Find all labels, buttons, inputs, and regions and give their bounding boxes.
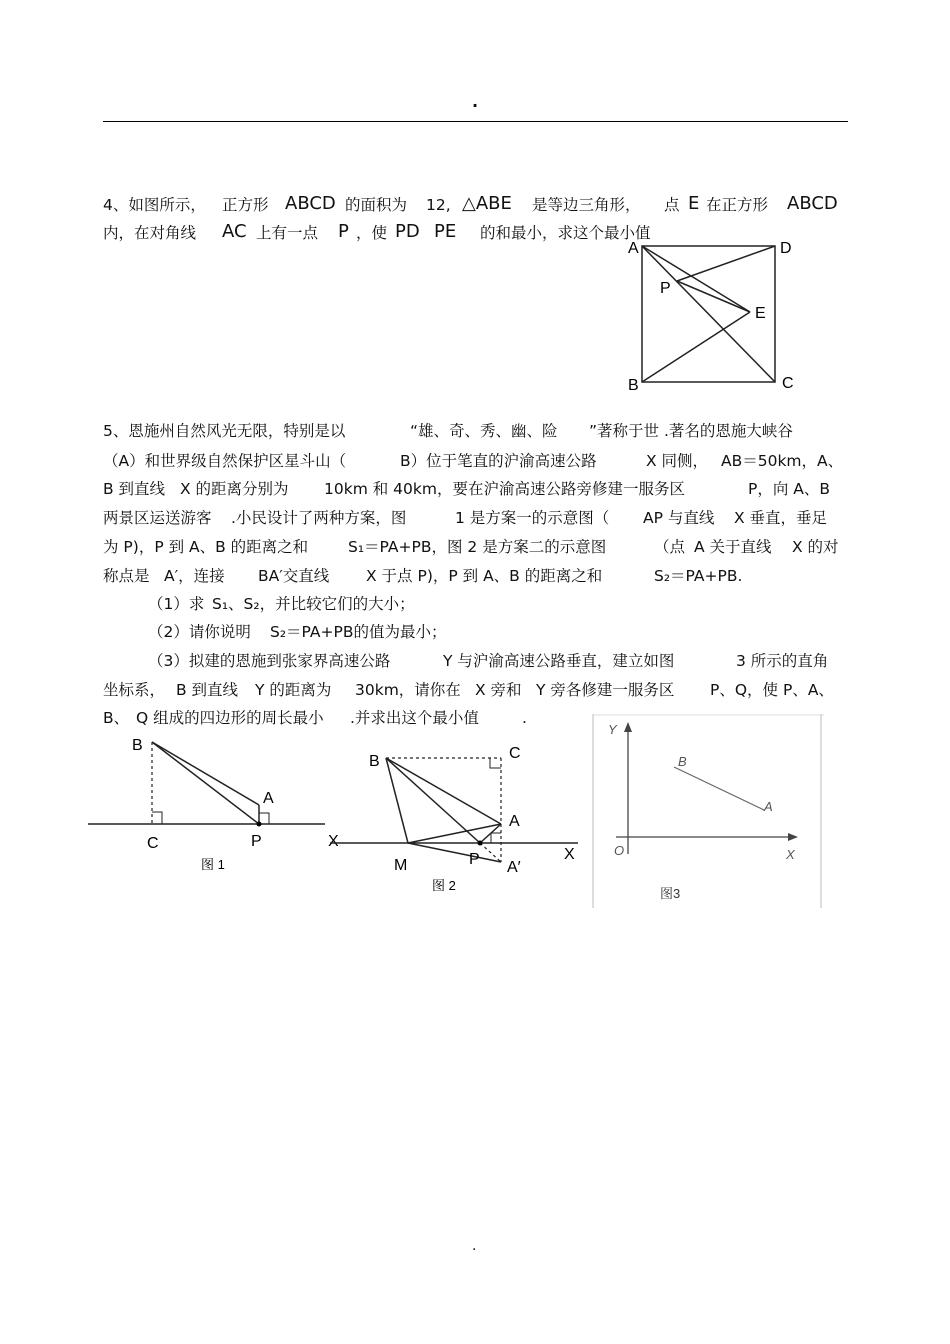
segment-ba	[152, 742, 259, 805]
q5-text: 30km，请你在	[355, 681, 461, 699]
figure-2	[328, 738, 583, 898]
label-b: B	[678, 754, 687, 769]
label-x: X	[564, 846, 575, 863]
q4-text: ABCD	[285, 193, 336, 214]
label-b: B	[369, 753, 380, 770]
y-arrow	[624, 722, 632, 732]
label-c: C	[509, 745, 521, 762]
q4-text: ABCD	[787, 193, 838, 214]
q4-text: PE	[434, 221, 457, 242]
q5-text: S₁、S₂，并比较它们的大小；	[212, 595, 415, 613]
segment-ba	[674, 767, 764, 810]
q4-text: 是等边三角形，	[532, 196, 641, 214]
label-p: P	[469, 851, 480, 868]
q5-text: P，向 A、B	[748, 480, 831, 498]
q5-text: S₂＝PA+PB.	[654, 567, 743, 585]
q5-text: ”著称于世 .著名的恩施大峡谷	[589, 422, 793, 440]
q5-text: P、Q，使 P、A、	[710, 681, 834, 699]
label-x: X	[786, 847, 795, 862]
figure-3	[592, 714, 824, 908]
label-a: A	[263, 790, 274, 807]
q4-text: 内，在对角线	[103, 224, 197, 242]
label-c: C	[147, 835, 159, 852]
q4-text: 12,	[426, 196, 451, 214]
q5-text: S₂＝PA+PB的值为最小；	[270, 623, 447, 641]
q4-text: E	[688, 193, 700, 214]
x-arrow	[788, 833, 798, 841]
label-a: A	[628, 240, 639, 257]
q5-text: “雄、奇、秀、幽、险	[410, 422, 558, 440]
header-dot: .	[472, 92, 479, 111]
q5-text: Q 组成的四边形的周长最小	[136, 709, 324, 727]
q5-text: Y 与沪渝高速公路垂直，建立如图	[443, 652, 675, 670]
q4-text: 在正方形	[706, 196, 769, 214]
q4-text: 点	[664, 196, 680, 214]
q5-text: .	[522, 709, 527, 727]
figure-1	[85, 732, 350, 882]
q5-text: X 于点 P)，P 到 A、B 的距离之和	[366, 567, 603, 585]
q5-text: B）位于笔直的沪渝高速公路	[400, 452, 597, 470]
q4-text: 4、如图所示，	[103, 196, 206, 214]
q5-text: B 到直线	[103, 480, 166, 498]
q5-text: 称点是	[103, 567, 150, 585]
q5-text: .小民设计了两种方案，图	[231, 509, 407, 527]
segment-bm	[386, 758, 408, 843]
q5-text: S₁＝PA+PB，图 2 是方案二的示意图	[348, 538, 607, 556]
q5-text: （2）请你说明	[148, 623, 251, 641]
label-b: B	[132, 737, 143, 754]
q4-text: △ABE	[462, 193, 512, 214]
segment-be	[642, 312, 750, 382]
label-o: O	[614, 843, 625, 858]
q5-text: 坐标系，	[103, 681, 166, 699]
q5-text: （1）求	[148, 595, 205, 613]
q4-figure	[620, 234, 800, 394]
label-m: M	[394, 857, 408, 874]
q5-text: AP 与直线	[643, 509, 715, 527]
q5-text: 为 P)，P 到 A、B 的距离之和	[103, 538, 309, 556]
segment-ma	[408, 824, 501, 843]
q5-text: 10km 和 40km，要在沪渝高速公路旁修建一服务区	[324, 480, 685, 498]
footer-dot: .	[472, 1238, 477, 1254]
segment-bp	[152, 742, 259, 824]
q5-text: 5、恩施州自然风光无限，特别是以	[103, 422, 346, 440]
q5-text: X 垂直，垂足	[734, 509, 828, 527]
q4-text: ，使	[356, 224, 388, 242]
right-angle-a	[491, 833, 501, 843]
label-e: E	[755, 305, 766, 322]
q4-text: 的和最小，求这个最小值	[480, 224, 651, 242]
segment-ba	[386, 758, 501, 824]
q5-text: X 同侧，	[646, 452, 709, 470]
label-y: Y	[608, 722, 617, 737]
q5-text: Y 的距离为	[255, 681, 332, 699]
label-d: D	[780, 240, 792, 257]
label-b: B	[628, 377, 639, 394]
caption: 图 2	[432, 878, 456, 893]
q5-text: Y 旁各修建一服务区	[536, 681, 675, 699]
q4-text: P	[338, 221, 349, 242]
q5-text: 两景区运送游客	[103, 509, 212, 527]
q4-text: AC	[222, 221, 247, 242]
header-rule	[103, 121, 848, 122]
label-a: A	[509, 813, 520, 830]
label-x: X	[328, 833, 339, 850]
right-angle-c	[152, 812, 162, 824]
q5-text: BA′交直线	[258, 567, 330, 585]
q5-text: X 的距离分别为	[180, 480, 289, 498]
q5-text: （A）和世界级自然保护区星斗山（	[103, 452, 347, 470]
segment-pd	[677, 246, 775, 281]
point-p	[257, 822, 262, 827]
q5-text: （点	[654, 538, 686, 556]
q5-text: A 关于直线	[694, 538, 772, 556]
label-p: P	[660, 280, 671, 297]
q5-text: AB＝50km，A、	[721, 452, 844, 470]
segment-pe	[677, 281, 750, 312]
q4-text: PD	[395, 221, 420, 242]
q5-text: 1 是方案一的示意图（	[455, 509, 610, 527]
q4-text: 上有一点	[256, 224, 319, 242]
label-a: A	[764, 799, 773, 814]
q5-text: B、	[103, 709, 130, 727]
q5-text: .并求出这个最小值	[350, 709, 479, 727]
q5-text: （3）拟建的恩施到张家界高速公路	[148, 652, 391, 670]
q5-text: A′，连接	[164, 567, 225, 585]
segment-ma-prime	[408, 843, 501, 862]
label-c: C	[782, 375, 794, 392]
q5-text: X 旁和	[475, 681, 522, 699]
right-angle-c	[490, 758, 501, 768]
caption: 图3	[660, 886, 681, 901]
segment-bp	[386, 758, 480, 843]
q5-text: B 到直线	[176, 681, 239, 699]
q4-text: 的面积为	[345, 196, 408, 214]
q4-text: 正方形	[222, 196, 269, 214]
point-p	[478, 841, 483, 846]
q5-text: X 的对	[792, 538, 839, 556]
label-p: P	[251, 833, 262, 850]
label-a-prime: A′	[507, 859, 521, 876]
q5-text: 3 所示的直角	[736, 652, 829, 670]
caption: 图 1	[201, 857, 225, 872]
